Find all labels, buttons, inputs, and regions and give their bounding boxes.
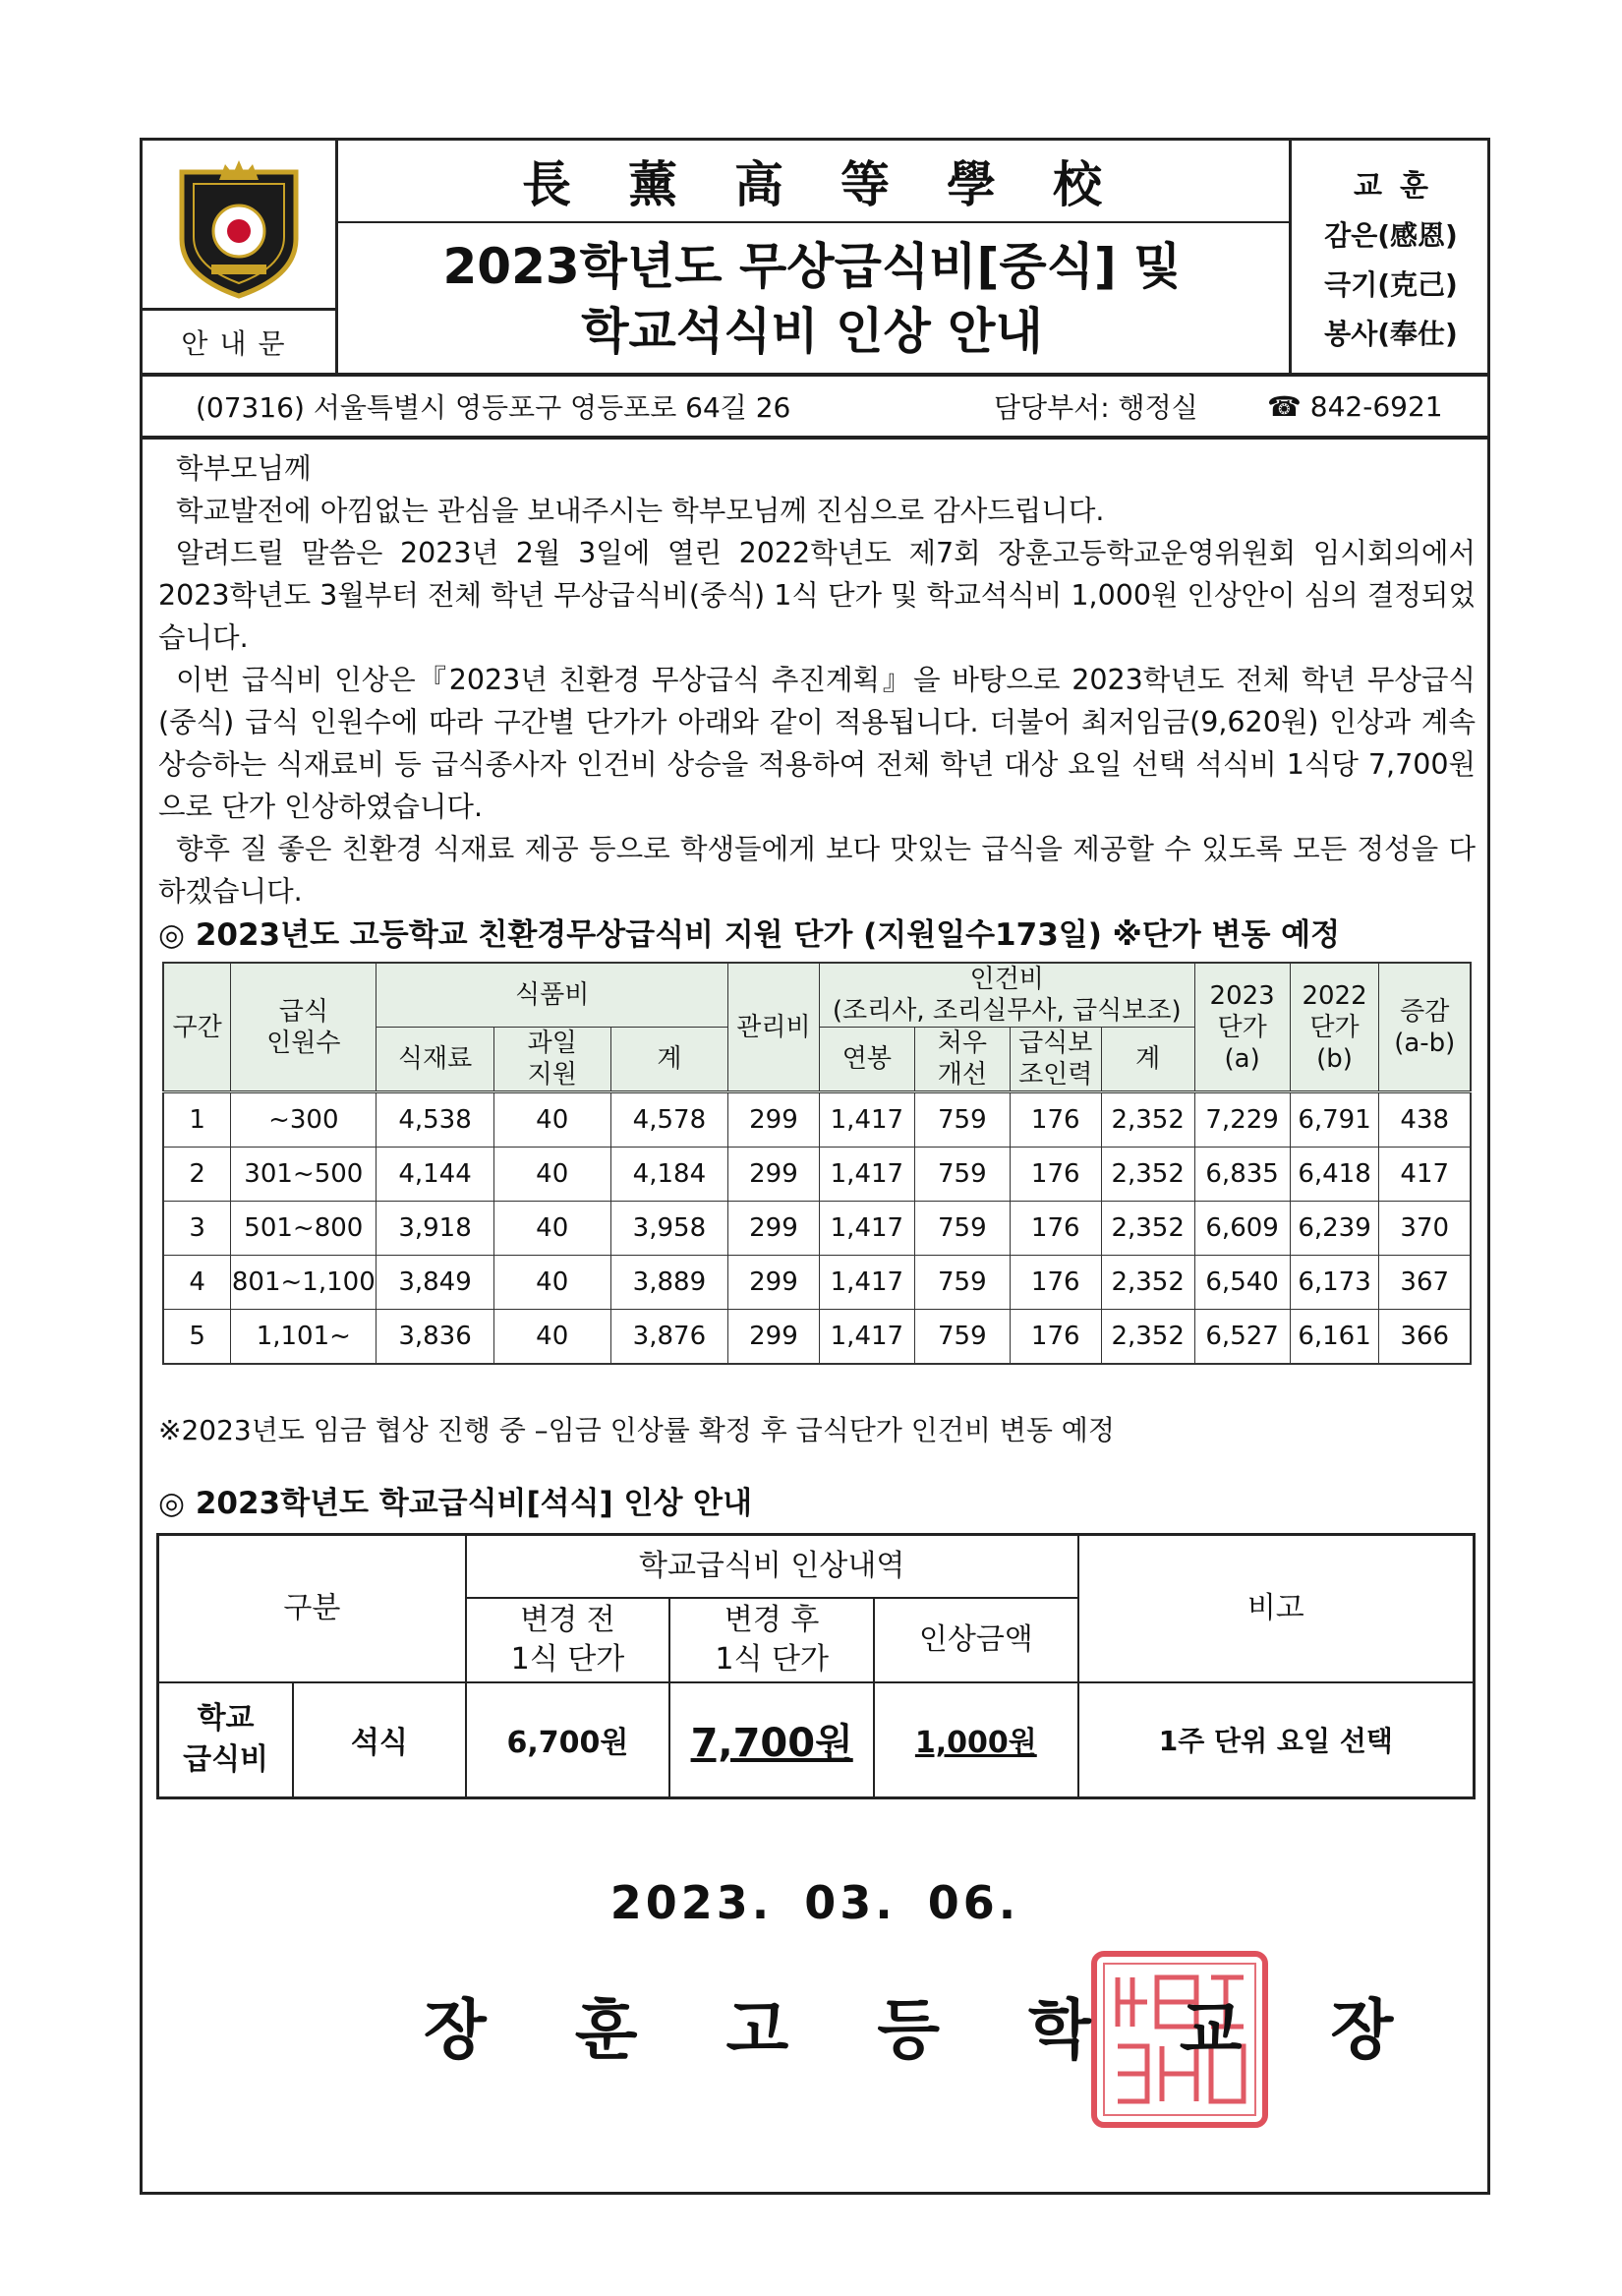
cell-before: 6,700원 <box>466 1682 670 1798</box>
table-cell: 2,352 <box>1101 1202 1194 1256</box>
cell-remarks: 1주 단위 요일 선택 <box>1078 1682 1475 1798</box>
table-cell: 6,540 <box>1194 1256 1290 1310</box>
table-cell: 3,849 <box>377 1256 493 1310</box>
col-header-change: 증감 (a-b) <box>1379 963 1471 1092</box>
col-header-food: 식품비 <box>377 963 728 1028</box>
cell-meal: 석식 <box>293 1682 466 1798</box>
lunch-price-table-body <box>163 1092 1471 1365</box>
col-header-increase: 인상금액 <box>874 1598 1078 1682</box>
table-cell: 40 <box>493 1310 610 1365</box>
table-cell: 4,144 <box>377 1148 493 1202</box>
col-header-food-total: 계 <box>610 1028 727 1092</box>
document-frame <box>140 138 1490 2195</box>
table-row <box>163 1256 1471 1310</box>
table-cell: 40 <box>493 1256 610 1310</box>
school-address: (07316) 서울특별시 영등포구 영등포로 64길 26 <box>196 391 791 424</box>
phone-number: ☎ 842-6921 <box>1267 389 1443 423</box>
table-cell: ~300 <box>231 1092 377 1148</box>
table-cell: 759 <box>914 1148 1010 1202</box>
table-cell: 176 <box>1010 1148 1101 1202</box>
table-cell: 1,417 <box>819 1256 914 1310</box>
col-header-section: 구간 <box>163 963 231 1092</box>
motto-title: 교훈 <box>1354 169 1446 204</box>
table-cell: 6,609 <box>1194 1202 1290 1256</box>
school-principal-signature: 장훈고등학교장 <box>424 1992 1482 2068</box>
table-cell: 1 <box>163 1092 231 1148</box>
table-cell: 759 <box>914 1202 1010 1256</box>
title-line-1: 2023학년도 무상급식비[중식] 및 <box>442 238 1182 295</box>
col-header-labor: 인건비 (조리사, 조리실무사, 급식보조) <box>819 963 1194 1028</box>
table-cell: 176 <box>1010 1256 1101 1310</box>
col-header-remarks: 비고 <box>1078 1535 1475 1682</box>
table-cell: 501~800 <box>231 1202 377 1256</box>
document-header <box>143 141 1487 377</box>
motto-item: 봉사(奉仕) <box>1324 318 1458 350</box>
table-cell: 1,417 <box>819 1202 914 1256</box>
section-title-lunch: ◎ 2023년도 고등학교 친환경무상급식비 지원 단가 (지원일수173일) ※단가 변동 예정 <box>158 917 1341 953</box>
col-header-price-2023: 2023 단가 (a) <box>1194 963 1290 1092</box>
document-title <box>335 225 1289 373</box>
logo-cell <box>143 141 338 373</box>
table-cell: 2,352 <box>1101 1148 1194 1202</box>
cell-increase: 1,000원 <box>874 1682 1078 1798</box>
table-cell: 176 <box>1010 1092 1101 1148</box>
lunch-price-table <box>162 962 1472 1365</box>
table-cell: 6,418 <box>1290 1148 1379 1202</box>
table-row <box>163 1148 1471 1202</box>
table-cell: 3,836 <box>377 1310 493 1365</box>
table-cell: 2 <box>163 1148 231 1202</box>
table-cell: 40 <box>493 1148 610 1202</box>
col-header-after: 변경 후 1식 단가 <box>669 1598 874 1682</box>
section-title-dinner: ◎ 2023학년도 학교급식비[석식] 인상 안내 <box>158 1486 753 1521</box>
table-cell: 301~500 <box>231 1148 377 1202</box>
table-cell: 2,352 <box>1101 1256 1194 1310</box>
table-cell: 4 <box>163 1256 231 1310</box>
table-cell: 417 <box>1379 1148 1471 1202</box>
date-year: 2023. <box>609 1876 774 1929</box>
table-cell: 370 <box>1379 1202 1471 1256</box>
title-cell <box>335 141 1289 373</box>
col-header-assistant: 급식보 조인력 <box>1010 1028 1101 1092</box>
table-cell: 299 <box>727 1148 819 1202</box>
col-header-fruit: 과일 지원 <box>493 1028 610 1092</box>
letter-paragraph: 알려드릴 말씀은 2023년 2월 3일에 열린 2022학년도 제7회 장훈고등학교운영위원회 임시회의에서 2023학년도 3월부터 전체 학년 무상급식비(중식) 1식 단가 및 학교석식비 1,000원 인상안이 심의 결정되었습니다. <box>158 537 1476 654</box>
table-cell: 3,876 <box>610 1310 727 1365</box>
table-cell: 6,161 <box>1290 1310 1379 1365</box>
cell-after: 7,700원 <box>669 1682 874 1798</box>
table-cell: 759 <box>914 1256 1010 1310</box>
table-cell: 3,889 <box>610 1256 727 1310</box>
table-row <box>163 1092 1471 1148</box>
letter-paragraph: 학교발전에 아낌없는 관심을 보내주시는 학부모님께 진심으로 감사드립니다. <box>176 495 1105 527</box>
motto-item: 감은(感恩) <box>1324 219 1458 252</box>
school-name-hanja: 長薰高等學校 <box>335 141 1289 223</box>
col-header-headcount: 급식 인원수 <box>231 963 377 1092</box>
school-emblem-icon <box>143 141 335 308</box>
table-cell: 176 <box>1010 1202 1101 1256</box>
table-cell: 6,527 <box>1194 1310 1290 1365</box>
col-header-ingredients: 식재료 <box>377 1028 493 1092</box>
col-header-category: 구분 <box>158 1535 466 1682</box>
table-cell: 2,352 <box>1101 1310 1194 1365</box>
table-cell: 3 <box>163 1202 231 1256</box>
table-cell: 759 <box>914 1092 1010 1148</box>
table-cell: 6,835 <box>1194 1148 1290 1202</box>
letter-paragraph: 향후 질 좋은 친환경 식재료 제공 등으로 학생들에게 보다 맛있는 급식을 제공할 수 있도록 모든 정성을 다하겠습니다. <box>158 833 1476 908</box>
table-cell: 1,417 <box>819 1310 914 1365</box>
table-cell: 4,538 <box>377 1092 493 1148</box>
table-cell: 6,239 <box>1290 1202 1379 1256</box>
date-day: 06. <box>927 1876 1020 1929</box>
table-cell: 5 <box>163 1310 231 1365</box>
date-month: 03. <box>804 1876 897 1929</box>
address-bar <box>143 377 1487 440</box>
col-header-improvement: 처우 개선 <box>914 1028 1010 1092</box>
school-emblem <box>143 141 335 308</box>
department: 담당부서: 행정실 <box>994 391 1198 424</box>
motto-item: 극기(克己) <box>1324 268 1458 301</box>
dinner-price-table <box>156 1533 1476 1799</box>
school-motto <box>1289 141 1490 373</box>
wage-note: ※2023년도 임금 협상 진행 중 –임금 인상률 확정 후 급식단가 인건비 변동 예정 <box>158 1414 1115 1446</box>
table-cell: 759 <box>914 1310 1010 1365</box>
letter-paragraph: 이번 급식비 인상은『2023년 친환경 무상급식 추진계획』을 바탕으로 2023학년도 전체 학년 무상급식(중식) 급식 인원수에 따라 구간별 단가가 아래와 같이 적용됩니다. 더불어 최저임금(9,620원) 인상과 계속 상승하는 식재료비 등 급식종사자 인건비 상승을 적용하여 전체 학년 대상 요일 선택 석식비 1식당 7,700원으로 단가 인상하였습니다. <box>158 664 1476 823</box>
col-header-price-2022: 2022 단가 (b) <box>1290 963 1379 1092</box>
table-cell: 4,184 <box>610 1148 727 1202</box>
table-cell: 366 <box>1379 1310 1471 1365</box>
col-header-before: 변경 전 1식 단가 <box>466 1598 670 1682</box>
salutation: 학부모님께 <box>176 452 312 485</box>
table-row <box>163 1310 1471 1365</box>
table-cell: 6,173 <box>1290 1256 1379 1310</box>
table-cell: 1,417 <box>819 1092 914 1148</box>
table-cell: 299 <box>727 1202 819 1256</box>
title-line-2: 학교석식비 인상 안내 <box>581 303 1043 360</box>
table-cell: 3,918 <box>377 1202 493 1256</box>
col-header-increase-group: 학교급식비 인상내역 <box>466 1535 1078 1598</box>
table-cell: 1,101~ <box>231 1310 377 1365</box>
table-cell: 6,791 <box>1290 1092 1379 1148</box>
table-cell: 3,958 <box>610 1202 727 1256</box>
table-cell: 438 <box>1379 1092 1471 1148</box>
table-cell: 367 <box>1379 1256 1471 1310</box>
document-date <box>143 1876 1487 1929</box>
table-cell: 299 <box>727 1310 819 1365</box>
table-cell: 7,229 <box>1194 1092 1290 1148</box>
table-cell: 299 <box>727 1256 819 1310</box>
table-cell: 299 <box>727 1092 819 1148</box>
col-header-labor-total: 계 <box>1101 1028 1194 1092</box>
table-row <box>163 1202 1471 1256</box>
table-cell: 40 <box>493 1092 610 1148</box>
table-cell: 4,578 <box>610 1092 727 1148</box>
table-cell: 801~1,100 <box>231 1256 377 1310</box>
table-cell: 2,352 <box>1101 1092 1194 1148</box>
letter-body <box>158 447 1476 913</box>
notice-label: 안내문 <box>143 308 335 373</box>
table-cell: 176 <box>1010 1310 1101 1365</box>
col-header-salary: 연봉 <box>819 1028 914 1092</box>
cell-type: 학교 급식비 <box>158 1682 294 1798</box>
table-cell: 1,417 <box>819 1148 914 1202</box>
table-cell: 40 <box>493 1202 610 1256</box>
col-header-management: 관리비 <box>727 963 819 1092</box>
